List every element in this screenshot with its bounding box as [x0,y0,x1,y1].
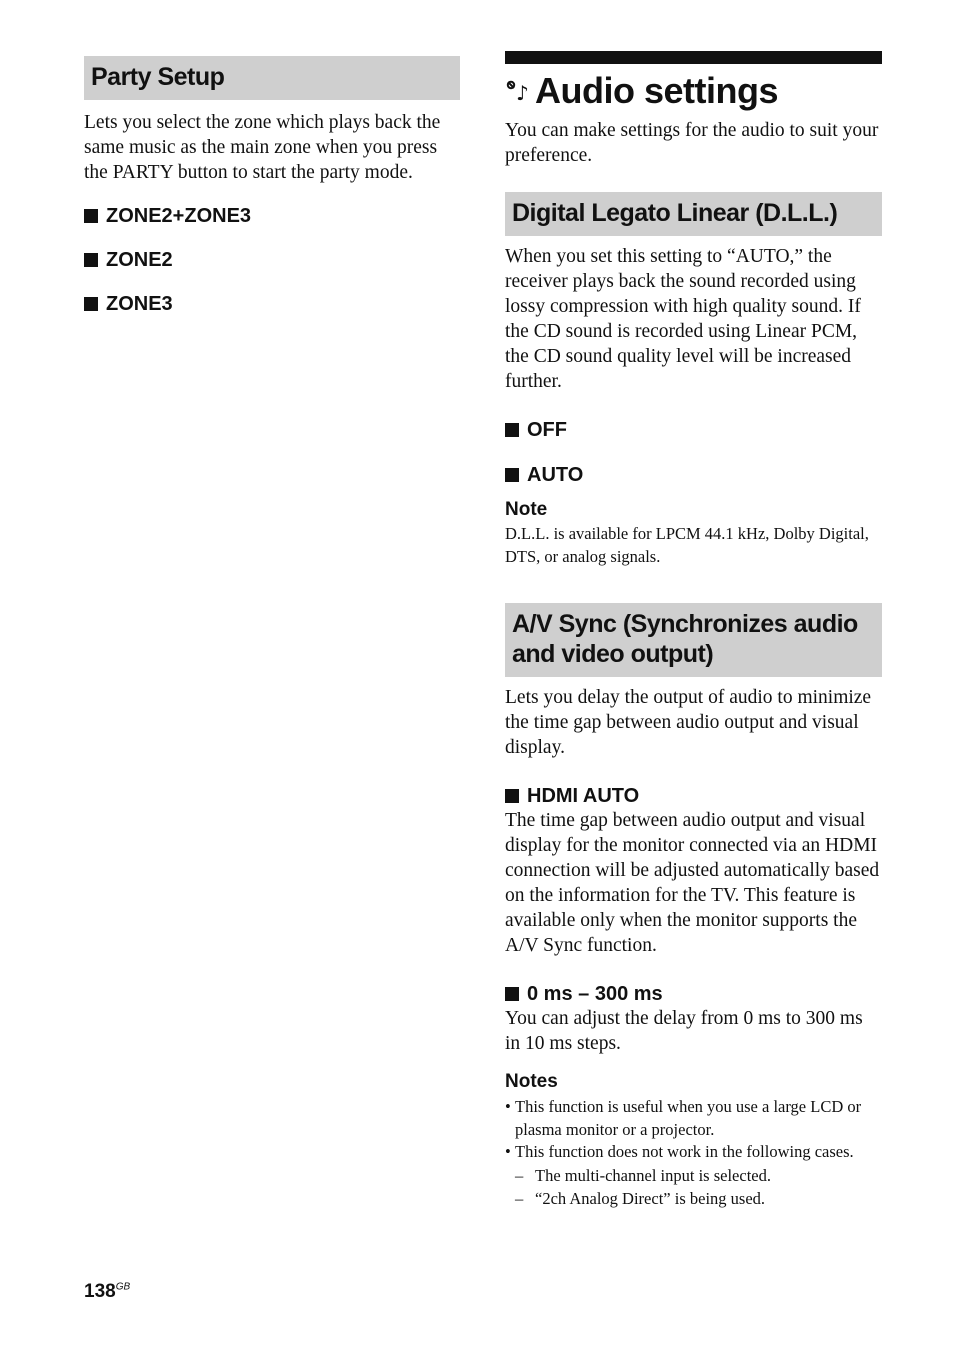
option-label: OFF [527,419,567,441]
title-rule [505,51,882,64]
option-zone2 [84,248,460,272]
page-number [84,1281,130,1303]
right-column [505,51,882,1210]
dll-heading: Digital Legato Linear (D.L.L.) [505,192,882,236]
svg-text:♪: ♪ [516,81,529,104]
left-column [84,56,460,316]
option-label: ZONE2+ZONE3 [106,205,252,227]
dll-note-text: D.L.L. is available for LPCM 44.1 kHz, Dolby Digital, DTS, or analog signals. [505,524,869,566]
option-label: 0 ms – 300 ms [527,983,663,1005]
dll-note-heading: Note [505,499,548,520]
page-number-suffix: GB [115,1281,131,1293]
case-item-text: “2ch Analog Direct” is being used. [535,1188,766,1208]
party-setup-options [84,204,460,316]
avsync-heading: A/V Sync (Synchronizes audio and video output) [505,603,882,677]
note-item-text: This function does not work in the following cases. [515,1142,854,1161]
option-label: ZONE2 [106,249,173,271]
option-auto [505,463,882,487]
square-bullet-icon [505,468,519,482]
music-note-icon [505,78,531,104]
avsync-notes-heading: Notes [505,1071,558,1092]
note-item-text: This function is useful when you use a large LCD or plasma monitor or a projector. [515,1097,862,1139]
avsync-description: Lets you delay the output of audio to minimize the time gap between audio output and visual display. [505,687,872,758]
avsync-notes-list [505,1096,882,1210]
page-number-value: 138 [84,1281,116,1302]
hdmi-auto-description: The time gap between audio output and visual display for the monitor connected via an HDMI connection will be adjusted automatically based on the information for the TV. This feature is available only when the monitor supports the A/V Sync function. [505,810,880,956]
party-setup-heading: Party Setup [84,56,460,100]
square-bullet-icon [84,209,98,223]
option-hdmi-auto [505,784,882,808]
option-off [505,418,882,442]
option-label: AUTO [527,464,584,486]
option-label: ZONE3 [106,293,173,315]
square-bullet-icon [84,253,98,267]
dash-icon: – [515,1188,524,1208]
option-label: HDMI AUTO [527,785,640,807]
list-item [505,1141,882,1164]
page-title-text: Audio settings [535,70,778,111]
dash-icon: – [515,1165,524,1185]
square-bullet-icon [505,789,519,803]
delay-range-description: You can adjust the delay from 0 ms to 300 ms in 10 ms steps. [505,1008,863,1054]
square-bullet-icon [84,297,98,311]
case-item-text: The multi-channel input is selected. [535,1165,771,1185]
list-item [505,1164,882,1187]
bullet-dot-icon: • [505,1097,511,1116]
bullet-dot-icon: • [505,1142,511,1161]
option-delay-range [505,982,882,1006]
audio-intro: You can make settings for the audio to suit your preference. [505,120,879,166]
list-item [505,1096,882,1141]
party-setup-description: Lets you select the zone which plays back the same music as the main zone when you press the PARTY button to start the party mode. [84,112,441,183]
square-bullet-icon [505,987,519,1001]
dll-description: When you set this setting to “AUTO,” the receiver plays back the sound recorded using lossy compression with high quality sound. If the CD sound is recorded using Linear PCM, the CD sound quality level will be increased further. [505,246,861,392]
option-zone3 [84,292,460,316]
option-zone2-zone3 [84,204,460,228]
page-title [505,69,882,113]
square-bullet-icon [505,423,519,437]
list-item [505,1187,882,1210]
